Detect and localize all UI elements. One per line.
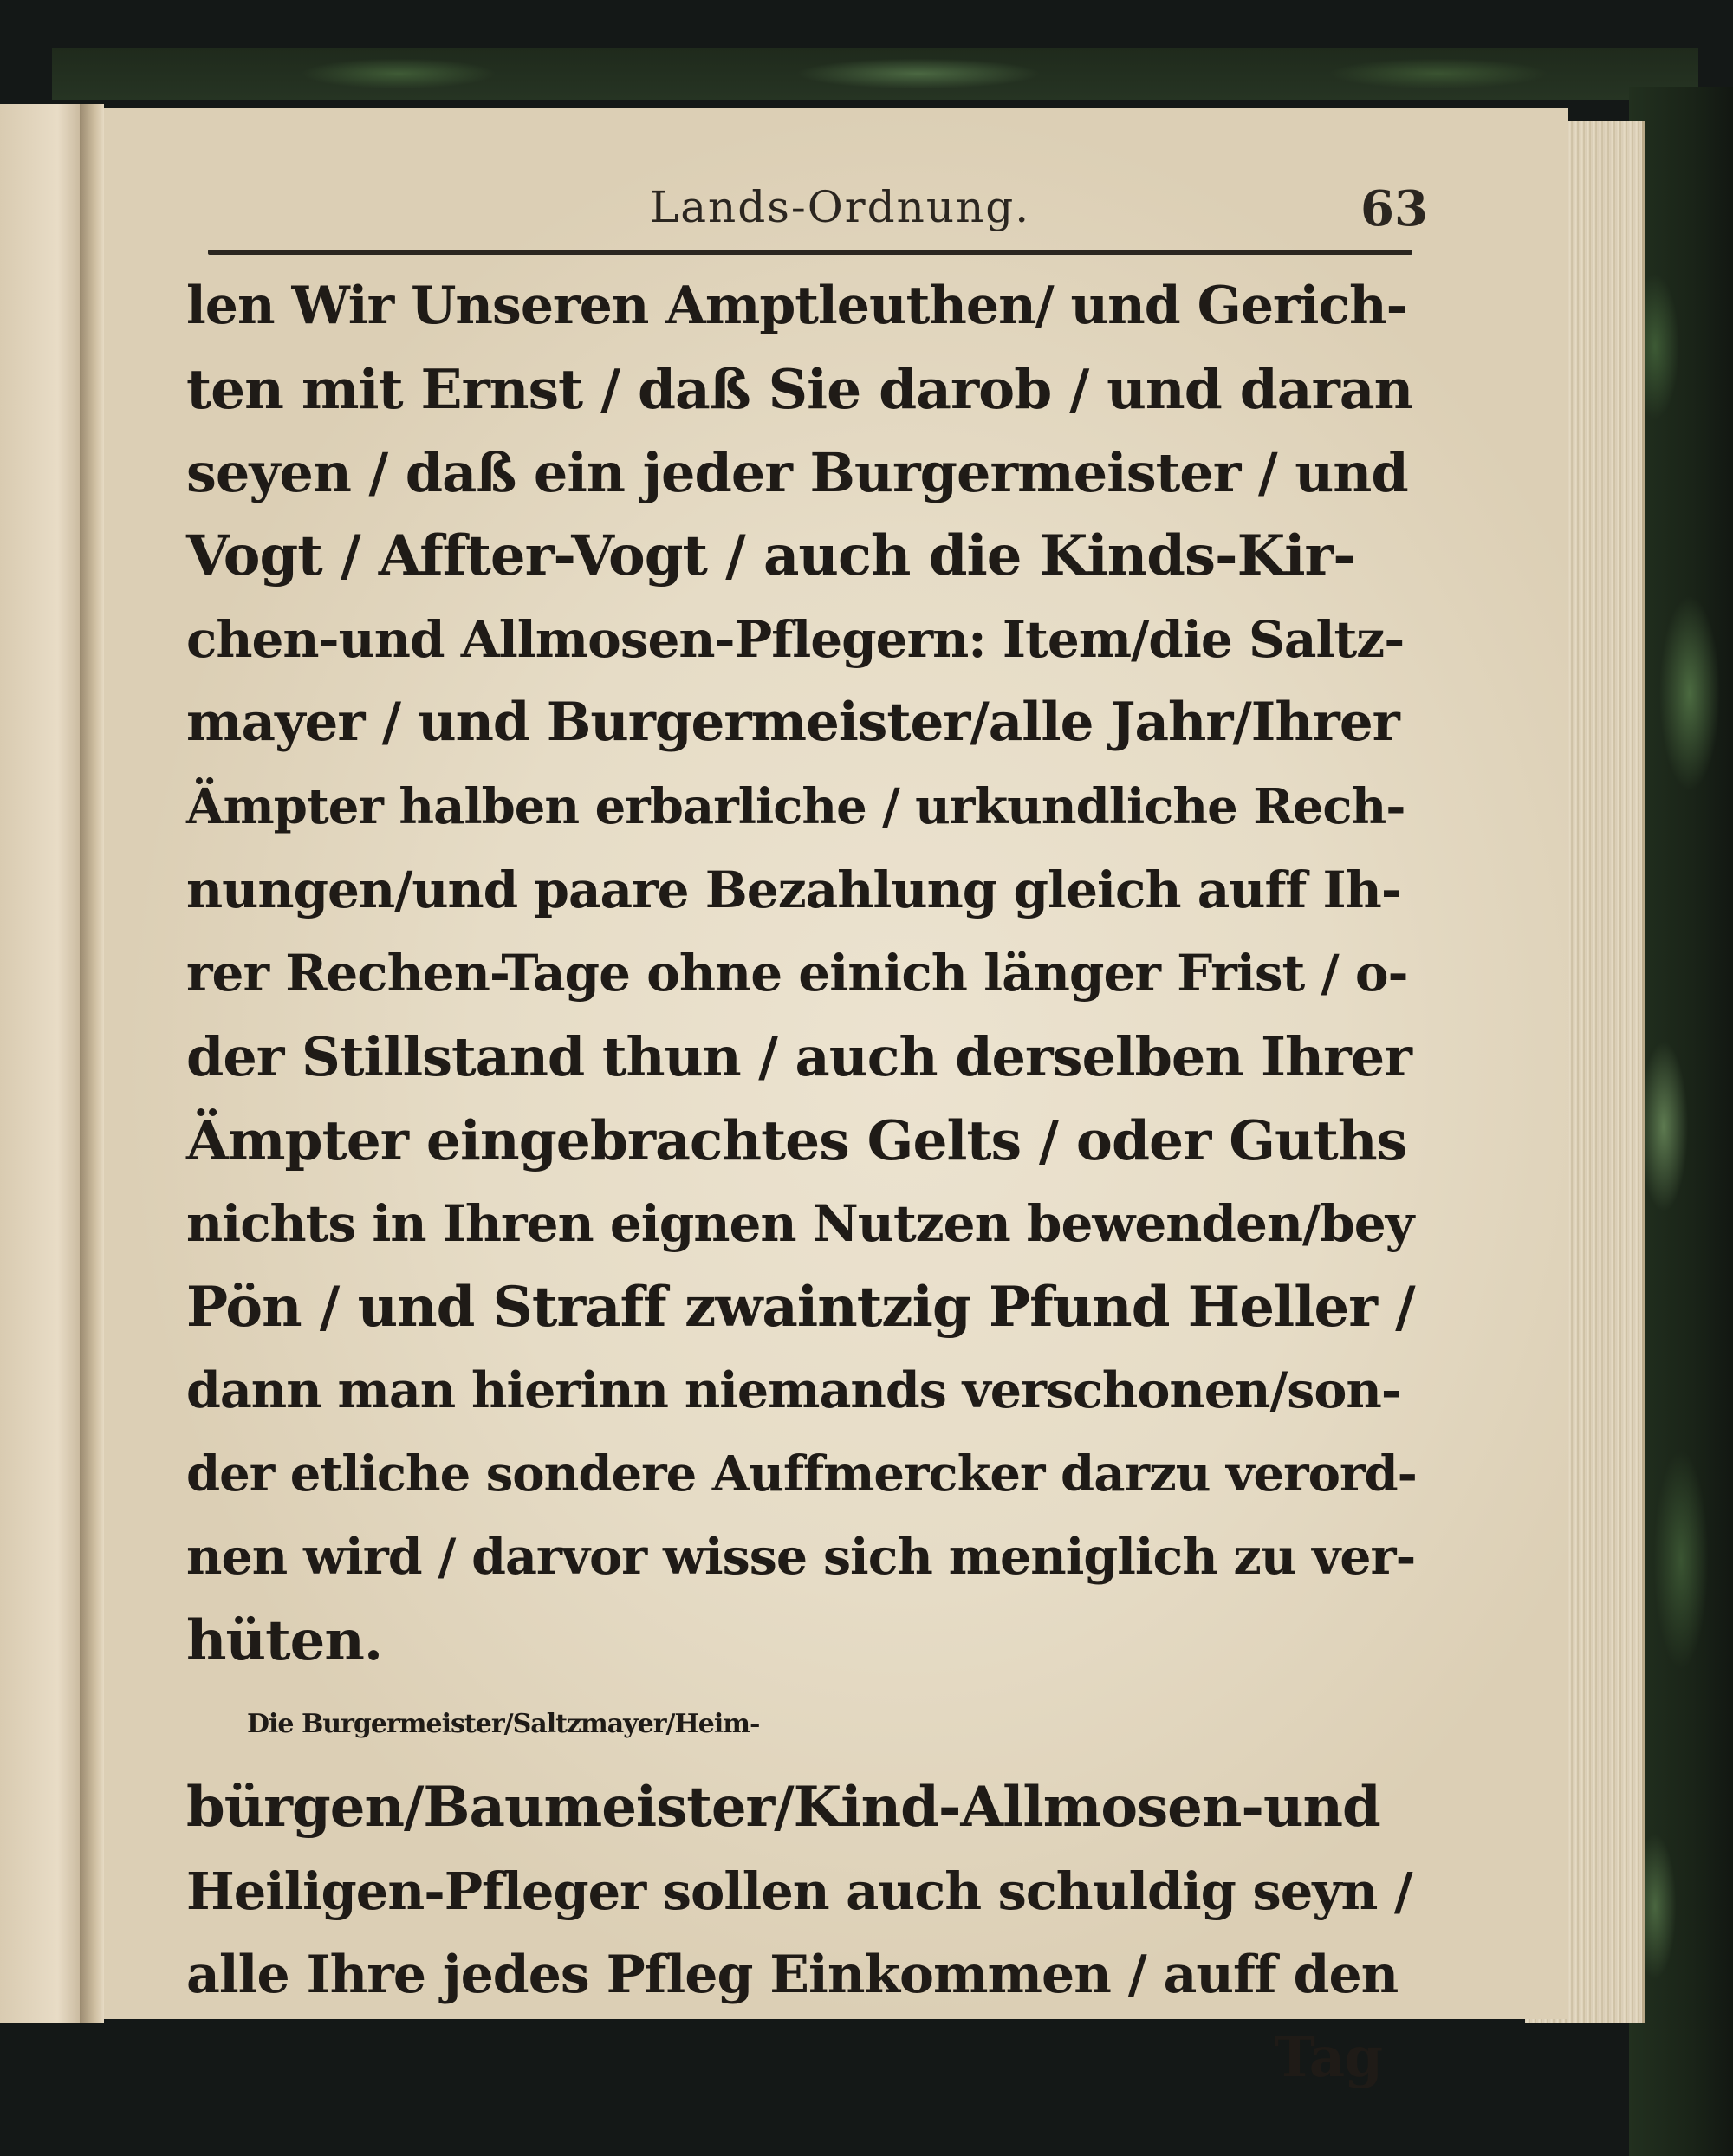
text-line: bürgen/Baumeister/Kind-Allmosen-und: [186, 1775, 1380, 1841]
text-line: alle Ihre jedes Pfleg Einkommen / auff den: [186, 1944, 1399, 2005]
text-line: rer Rechen-Tage ohne einich länger Frist / o-: [186, 944, 1408, 1003]
text-line: nichts in Ihren eignen Nutzen bewenden/bey: [186, 1194, 1414, 1254]
text-line: seyen / daß ein jeder Burgermeister / und: [186, 440, 1408, 504]
text-line: Ämpter eingebrachtes Gelts / oder Guths: [186, 1107, 1407, 1172]
text-line: Heiligen-Pfleger sollen auch schuldig seyn /: [186, 1861, 1412, 1921]
left-page-edge: [0, 104, 82, 2023]
text-line: nungen/und paare Bezahlung gleich auff Ih-: [186, 860, 1401, 920]
text-line: dann man hierinn niemands verschonen/son-: [186, 1360, 1401, 1419]
body-text: [186, 264, 1417, 2101]
page-header: [199, 173, 1428, 243]
text-line: der Stillstand thun / auch derselben Ihrer: [186, 1024, 1412, 1088]
book-cover-top: [52, 48, 1698, 100]
text-line: Vogt / Affter-Vogt / auch die Kinds-Kir-: [186, 523, 1355, 588]
text-line: ten mit Ernst / daß Sie darob / und daran: [186, 357, 1413, 422]
text-line: len Wir Unseren Amptleuthen/ und Gerich-: [186, 276, 1407, 336]
catchword: Tag: [1274, 2025, 1382, 2091]
book-cover-marbled: [1629, 87, 1733, 2156]
header-rule: [208, 250, 1412, 255]
text-line: mayer / und Burgermeister/alle Jahr/Ihrer: [186, 692, 1399, 754]
text-line: der etliche sondere Auffmercker darzu verord-: [186, 1445, 1417, 1503]
text-line: Ämpter halben erbarliche / urkundliche Rech-: [186, 777, 1405, 835]
running-head: Lands-Ordnung.: [650, 182, 1031, 232]
text-line: Pön / und Straff zwaintzig Pfund Heller /: [186, 1274, 1415, 1340]
page-number: 63: [1360, 180, 1428, 237]
book-gutter: [80, 104, 104, 2023]
text-line: hüten.: [186, 1607, 383, 1673]
text-line: nen wird / darvor wisse sich meniglich zu ver-: [186, 1528, 1416, 1587]
text-line: chen-und Allmosen-Pflegern: Item/die Saltz-: [186, 610, 1405, 670]
paragraph-start-line: Die Burgermeister/Saltzmayer/Heim-: [247, 1709, 760, 1740]
